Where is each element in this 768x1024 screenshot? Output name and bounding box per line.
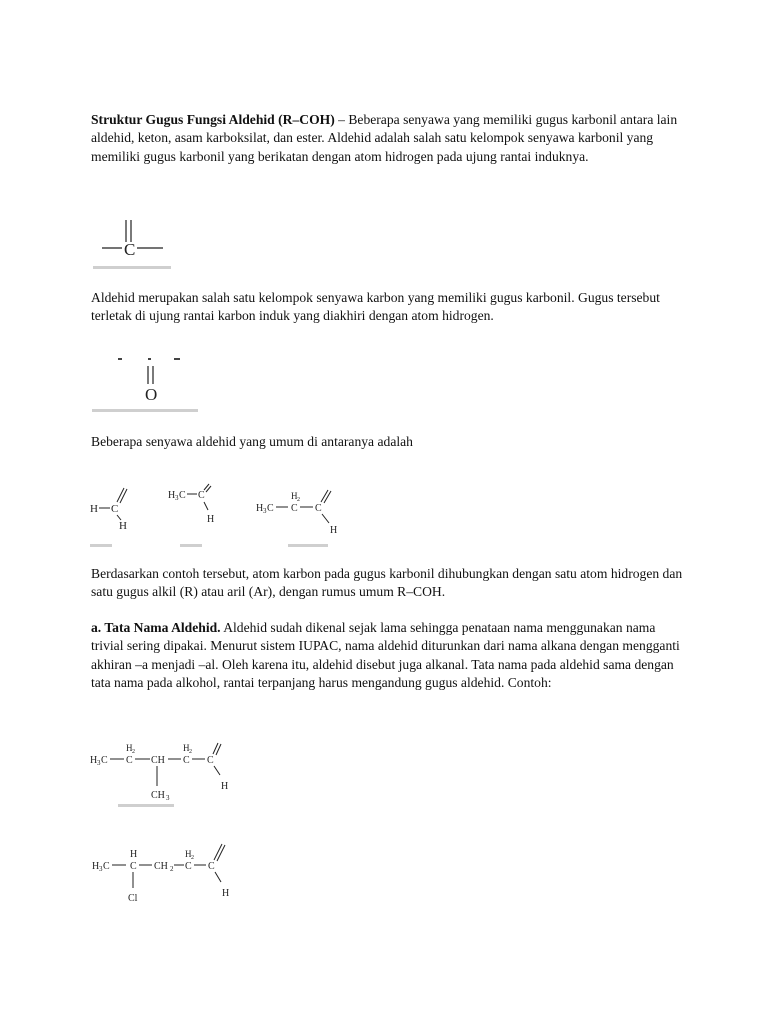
- svg-text:H: H: [126, 743, 133, 753]
- svg-text:C: C: [208, 861, 215, 872]
- svg-text:3: 3: [97, 759, 101, 767]
- svg-text:H: H: [221, 781, 229, 792]
- example-2-structure: [88, 838, 248, 910]
- svg-text:H: H: [222, 888, 230, 899]
- svg-text:C: C: [315, 503, 322, 514]
- svg-text:3: 3: [175, 494, 179, 502]
- svg-text:2: 2: [191, 855, 194, 861]
- svg-text:H: H: [291, 491, 298, 501]
- oxygen-atom: O: [145, 385, 158, 404]
- svg-text:2: 2: [297, 497, 300, 503]
- svg-text:C: C: [185, 861, 192, 872]
- svg-text:C: C: [126, 755, 133, 766]
- formaldehyde-structure: [90, 488, 127, 532]
- paragraph-3: Beberapa senyawa aldehid yang umum di antaranya adalah: [91, 434, 413, 449]
- svg-text:Cl: Cl: [128, 893, 138, 904]
- svg-text:C: C: [179, 490, 186, 501]
- svg-text:3: 3: [99, 865, 103, 873]
- tata-nama-paragraph: [91, 619, 691, 693]
- svg-text:CH: CH: [151, 755, 165, 766]
- svg-text:C: C: [111, 503, 119, 515]
- common-aldehydes-structures: [88, 482, 358, 550]
- aldehyde-oxygen-structure: [90, 354, 210, 418]
- intro-body: – Beberapa senyawa yang memiliki gugus karbonil antara lain aldehid, keton, asam karboksilat, dan ester. Aldehid adalah salah satu kelompok senyawa karbonil yang memiliki gugus karbonil yang berikatan dengan atom hidrogen pada ujung rantai induknya.: [91, 112, 678, 164]
- svg-text:C: C: [101, 755, 108, 766]
- intro-paragraph: [91, 111, 691, 166]
- svg-text:3: 3: [166, 794, 170, 802]
- carbonyl-carbon-atom: C: [124, 240, 136, 259]
- svg-text:2: 2: [170, 865, 174, 873]
- svg-text:C: C: [291, 503, 298, 514]
- svg-text:H: H: [185, 849, 192, 859]
- svg-text:C: C: [130, 861, 137, 872]
- svg-text:H: H: [168, 490, 176, 501]
- svg-text:H: H: [90, 503, 98, 515]
- svg-text:C: C: [207, 755, 214, 766]
- svg-text:H: H: [207, 514, 215, 525]
- svg-text:H: H: [92, 861, 100, 872]
- propanal-structure: [256, 490, 337, 536]
- svg-text:CH: CH: [151, 790, 165, 801]
- svg-text:C: C: [103, 861, 110, 872]
- svg-text:2: 2: [189, 749, 192, 755]
- svg-text:H: H: [119, 520, 127, 532]
- svg-text:C: C: [198, 490, 205, 501]
- tata-nama-title: a. Tata Nama Aldehid.: [91, 620, 221, 635]
- svg-text:H: H: [130, 849, 138, 860]
- svg-text:C: C: [267, 503, 274, 514]
- intro-title: Struktur Gugus Fungsi Aldehid (R–COH): [91, 112, 335, 127]
- paragraph-2: Aldehid merupakan salah satu kelompok senyawa karbon yang memiliki gugus karbonil. Gugus tersebut terletak di ujung rantai karbon induk yang diakhiri dengan atom hidrogen.: [91, 290, 660, 324]
- tata-nama-body: Aldehid sudah dikenal sejak lama sehingga penataan nama menggunakan nama trivial sering dipakai. Menurut sistem IUPAC, nama aldehid diturunkan dari nama alkana dengan mengganti akhiran –a menjadi –al. Oleh karena itu, aldehid disebut juga alkanal. Tata nama pada aldehid sama dengan tata nama pada alkohol, rantai terpanjang harus mengandung gugus aldehid. Contoh:: [91, 620, 680, 691]
- acetaldehyde-structure: [168, 484, 214, 525]
- svg-text:2: 2: [132, 749, 135, 755]
- carbonyl-structure: [90, 212, 180, 274]
- svg-text:H: H: [183, 743, 190, 753]
- svg-text:C: C: [183, 755, 190, 766]
- paragraph-4: Berdasarkan contoh tersebut, atom karbon pada gugus karbonil dihubungkan dengan satu atom hidrogen dan satu gugus alkil (R) atau aril (Ar), dengan rumus umum R–COH.: [91, 566, 683, 600]
- svg-text:CH: CH: [154, 861, 168, 872]
- svg-text:H: H: [330, 525, 338, 536]
- svg-text:H: H: [256, 503, 264, 514]
- svg-text:H: H: [90, 755, 98, 766]
- svg-text:3: 3: [263, 507, 267, 515]
- example-1-structure: [88, 738, 248, 810]
